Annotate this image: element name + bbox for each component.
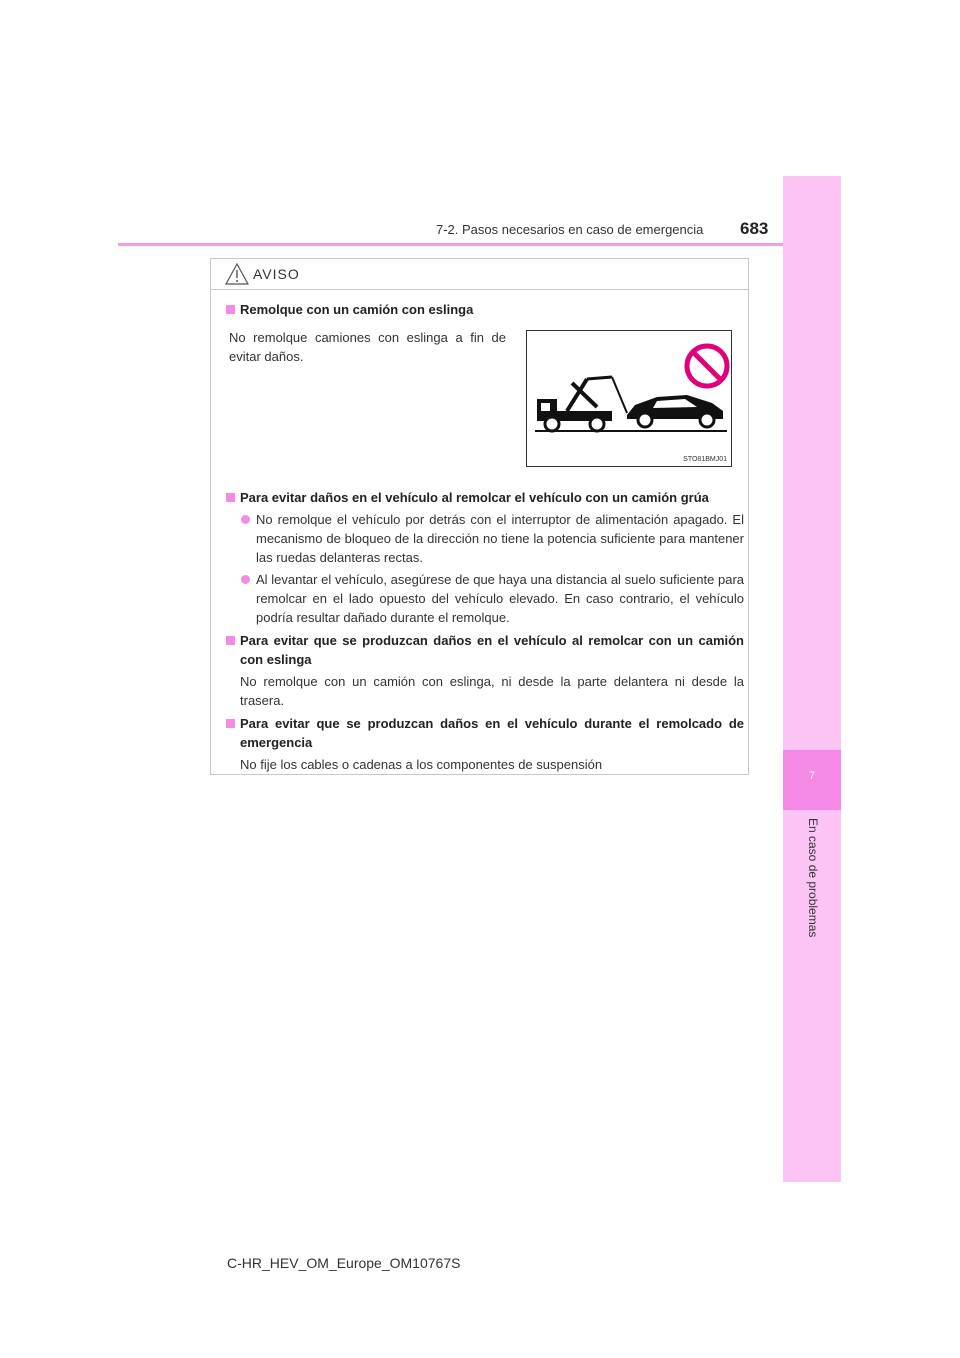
square-bullet-icon	[226, 719, 235, 728]
chapter-number: 7	[808, 770, 816, 782]
footer-doc-code: C-HR_HEV_OM_Europe_OM10767S	[227, 1255, 461, 1271]
warning-content	[226, 300, 744, 319]
square-bullet-icon	[226, 636, 235, 645]
chapter-label: En caso de problemas	[806, 818, 820, 938]
section-3-text: No remolque con un camión con eslinga, ni desde la parte delantera ni desde la trasera.	[240, 674, 744, 708]
section-heading-3: Para evitar que se produzcan daños en el vehículo al remolcar con un camión con eslinga	[226, 631, 744, 669]
page-number: 683	[740, 219, 769, 238]
section-heading-1: Remolque con un camión con eslinga	[226, 300, 744, 319]
car-icon	[627, 395, 723, 427]
image-code: STO81BMJ01	[683, 456, 727, 463]
prohibited-icon	[687, 346, 727, 386]
warning-title: AVISO	[253, 266, 300, 282]
bullet-item: Al levantar el vehículo, asegúrese de que haya una distancia al suelo suficiente para remolcar en el lado opuesto del vehículo elevado. En caso contrario, el vehículo podría resultar dañado durante el remolque.	[226, 570, 744, 627]
chapter-side-tab	[783, 176, 841, 1182]
warning-triangle-icon	[225, 263, 249, 290]
section-title: 7-2. Pasos necesarios en caso de emergencia	[436, 222, 704, 237]
section-heading-4: Para evitar que se produzcan daños en el vehículo durante el remolcado de emergencia	[226, 714, 744, 752]
section-heading-2: Para evitar daños en el vehículo al remolcar el vehículo con un camión grúa	[226, 488, 744, 507]
header-rule	[118, 243, 841, 246]
tow-truck-illustration	[526, 330, 732, 467]
warning-header	[211, 259, 748, 290]
bullet-item: No remolque el vehículo por detrás con el interruptor de alimentación apagado. El mecanismo de bloqueo de la dirección no tiene la potencia suficiente para mantener las ruedas delanteras rectas.	[226, 510, 744, 567]
section-4-text: No fije los cables o cadenas a los componentes de suspensión	[240, 757, 603, 772]
round-bullet-icon	[241, 575, 250, 584]
section-1-text: No remolque camiones con eslinga a fin de evitar daños.	[229, 330, 506, 364]
round-bullet-icon	[241, 515, 250, 524]
warning-content-lower	[226, 488, 744, 774]
truck-icon	[537, 377, 627, 431]
square-bullet-icon	[226, 305, 235, 314]
square-bullet-icon	[226, 493, 235, 502]
